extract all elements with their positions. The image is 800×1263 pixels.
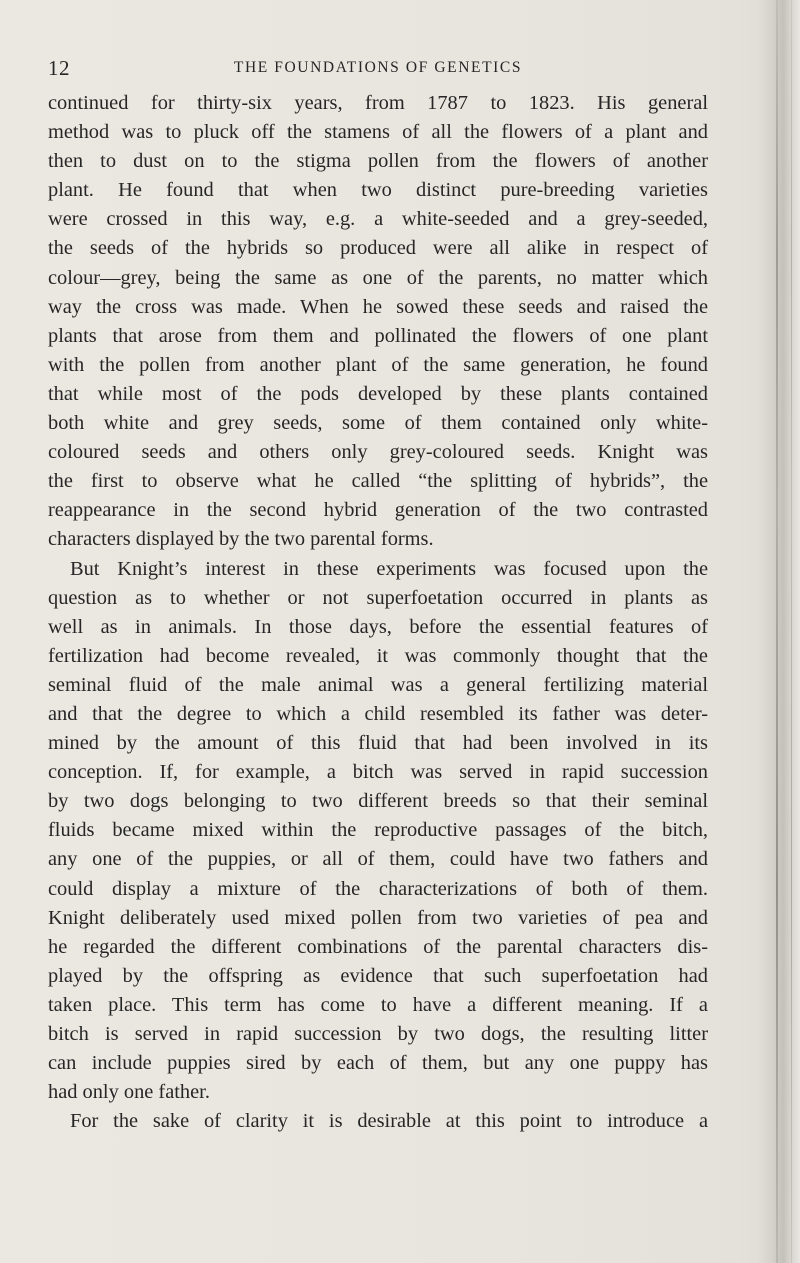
text-line: can include puppies sired by each of them, but any one puppy has: [48, 1052, 708, 1075]
text-line: then to dust on to the stigma pollen from the flowers of another: [48, 150, 708, 173]
page-gutter-shadow: [758, 0, 800, 1263]
text-line: could display a mixture of the characterizations of both of them.: [48, 877, 708, 900]
paragraph-first-line: But Knight’s interest in these experiments was focused upon the: [70, 557, 708, 580]
binding-edge: [776, 0, 778, 1263]
text-line: colour—grey, being the same as one of the parents, no matter which: [48, 266, 708, 289]
running-head: [48, 54, 708, 82]
text-line: plants that arose from them and pollinated the flowers of one plant: [48, 324, 708, 347]
paragraph-first-line: For the sake of clarity it is desirable at this point to introduce a: [70, 1110, 708, 1133]
text-line: the first to observe what he called “the splitting of hybrids”, the: [48, 470, 708, 493]
text-line: continued for thirty-six years, from 1787 to 1823. His general: [48, 92, 708, 114]
text-line: mined by the amount of this fluid that had been involved in its: [48, 732, 708, 755]
paragraph-last-line: had only one father.: [48, 1081, 210, 1104]
text-line: any one of the puppies, or all of them, could have two fathers and: [48, 848, 708, 871]
text-line: fluids became mixed within the reproductive passages of the bitch,: [48, 819, 708, 842]
text-line: plant. He found that when two distinct pure-breeding varieties: [48, 179, 708, 202]
text-line: conception. If, for example, a bitch was served in rapid succession: [48, 761, 708, 784]
body-text: [48, 89, 708, 1136]
text-line: method was to pluck off the stamens of all the flowers of a plant and: [48, 121, 708, 144]
text-line: both white and grey seeds, some of them contained only white-: [48, 412, 708, 435]
paragraph-last-line: characters displayed by the two parental forms.: [48, 528, 434, 551]
text-line: seminal fluid of the male animal was a general fertilizing material: [48, 673, 708, 696]
text-line: with the pollen from another plant of the same generation, he found: [48, 353, 708, 376]
text-line: taken place. This term has come to have a different meaning. If a: [48, 993, 708, 1016]
running-title: THE FOUNDATIONS OF GENETICS: [233, 59, 523, 76]
text-line: Knight deliberately used mixed pollen from two varieties of pea and: [48, 906, 708, 929]
text-line: and that the degree to which a child resembled its father was deter-: [48, 702, 708, 725]
page-edge: [791, 0, 792, 1263]
text-line: he regarded the different combinations of the parental characters dis-: [48, 935, 708, 958]
text-line: were crossed in this way, e.g. a white-seeded and a grey-seeded,: [48, 208, 708, 231]
text-line: bitch is served in rapid succession by two dogs, the resulting litter: [48, 1023, 708, 1045]
text-line: way the cross was made. When he sowed these seeds and raised the: [48, 295, 708, 318]
text-line: played by the offspring as evidence that such superfoetation had: [48, 964, 708, 987]
text-line: well as in animals. In those days, before the essential features of: [48, 615, 708, 638]
text-line: coloured seeds and others only grey-coloured seeds. Knight was: [48, 441, 708, 464]
text-line: fertilization had become revealed, it was commonly thought that the: [48, 644, 708, 667]
text-line: the seeds of the hybrids so produced were all alike in respect of: [48, 237, 708, 260]
text-line: that while most of the pods developed by these plants contained: [48, 382, 708, 405]
text-line: reappearance in the second hybrid generation of the two contrasted: [48, 499, 708, 522]
text-line: by two dogs belonging to two different breeds so that their seminal: [48, 790, 708, 813]
page-number: 12: [48, 56, 70, 80]
text-line: question as to whether or not superfoetation occurred in plants as: [48, 586, 708, 609]
